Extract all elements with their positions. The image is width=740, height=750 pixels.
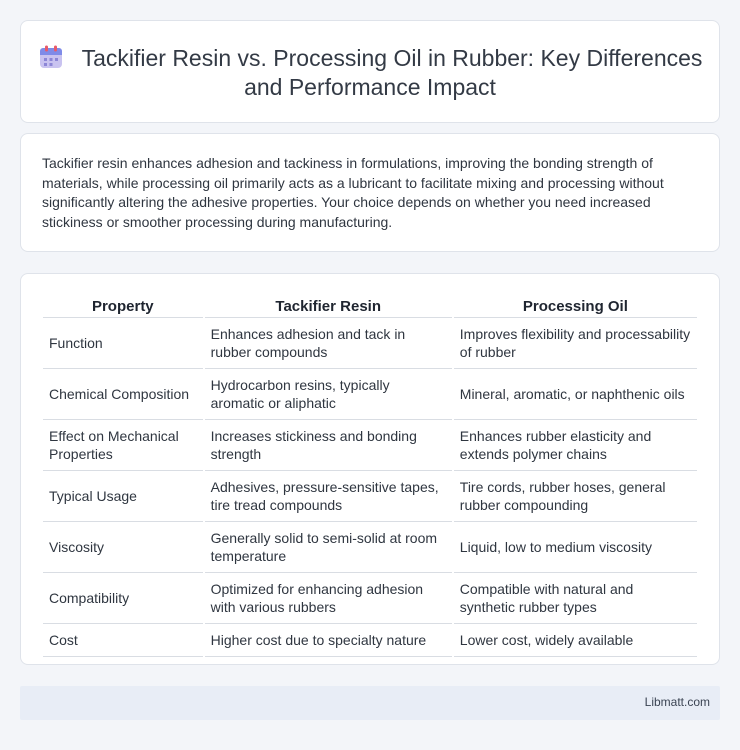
row-oil-value: Improves flexibility and processability of rubber (454, 318, 697, 369)
table-row (43, 573, 697, 624)
row-tackifier-value: Enhances adhesion and tack in rubber compounds (205, 318, 452, 369)
row-oil-value: Enhances rubber elasticity and extends polymer chains (454, 420, 697, 471)
row-oil-value: Liquid, low to medium viscosity (454, 522, 697, 573)
row-tackifier-value: Hydrocarbon resins, typically aromatic or aliphatic (205, 369, 452, 420)
table-header-row (43, 296, 697, 318)
row-property: Chemical Composition (43, 369, 203, 420)
row-property: Effect on Mechanical Properties (43, 420, 203, 471)
table-row (43, 471, 697, 522)
row-tackifier-value: Generally solid to semi-solid at room temperature (205, 522, 452, 573)
table-row (43, 420, 697, 471)
row-oil-value: Tire cords, rubber hoses, general rubber compounding (454, 471, 697, 522)
header-property: Property (43, 296, 203, 318)
comparison-card (20, 273, 720, 665)
table-row (43, 522, 697, 573)
table-row (43, 318, 697, 369)
comparison-table (41, 296, 699, 657)
row-property: Compatibility (43, 573, 203, 624)
row-property: Viscosity (43, 522, 203, 573)
table-row (43, 624, 697, 657)
header-tackifier-resin: Tackifier Resin (205, 296, 452, 318)
row-oil-value: Lower cost, widely available (454, 624, 697, 657)
intro-paragraph: Tackifier resin enhances adhesion and tackiness in formulations, improving the bonding strength of materials, while processing oil primarily acts as a lubricant to facilitate mixing and processing without significantly altering the adhesive properties. Your choice depends on whether you need increased stickiness or smoother processing during manufacturing. (42, 155, 664, 230)
row-oil-value: Compatible with natural and synthetic rubber types (454, 573, 697, 624)
page-title: Tackifier Resin vs. Processing Oil in Rubber: Key Differences and Performance Impact (81, 45, 703, 100)
footer-brand: Libmatt.com (644, 695, 710, 709)
row-tackifier-value: Higher cost due to specialty nature (205, 624, 452, 657)
title-card (20, 20, 720, 123)
calendar-icon (38, 44, 64, 70)
footer-bar (20, 686, 720, 720)
intro-card (20, 133, 720, 252)
row-tackifier-value: Increases stickiness and bonding strength (205, 420, 452, 471)
row-property: Typical Usage (43, 471, 203, 522)
row-tackifier-value: Adhesives, pressure-sensitive tapes, tire tread compounds (205, 471, 452, 522)
header-processing-oil: Processing Oil (454, 296, 697, 318)
row-property: Function (43, 318, 203, 369)
row-oil-value: Mineral, aromatic, or naphthenic oils (454, 369, 697, 420)
row-property: Cost (43, 624, 203, 657)
page-title-wrap (21, 44, 719, 102)
table-row (43, 369, 697, 420)
row-tackifier-value: Optimized for enhancing adhesion with various rubbers (205, 573, 452, 624)
